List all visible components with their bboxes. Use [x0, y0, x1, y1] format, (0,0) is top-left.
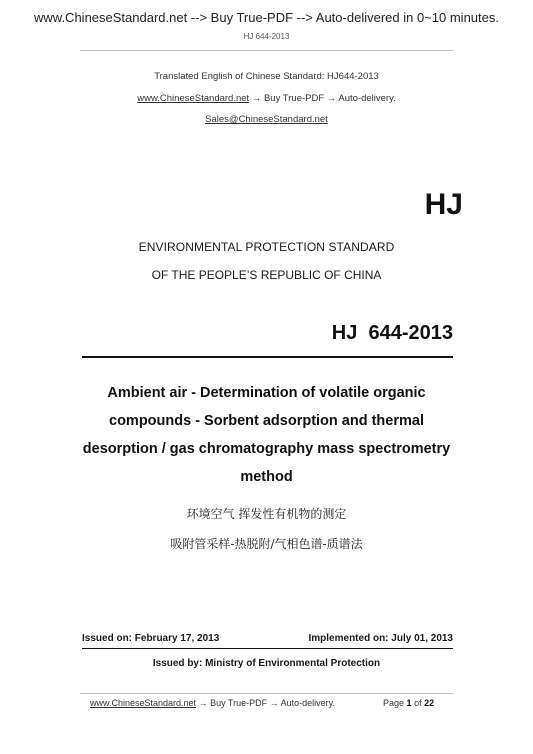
issued-on: Issued on: February 17, 2013: [82, 633, 220, 644]
hj-mark: HJ: [424, 188, 463, 221]
page-number: 1: [406, 698, 412, 708]
chinese-title-line-1: 环境空气 挥发性有机物的测定: [186, 507, 347, 521]
email-line: [0, 114, 533, 125]
footer-site-link[interactable]: www.ChineseStandard.net: [90, 698, 197, 708]
standard-type-line1: ENVIRONMENTAL PROTECTION STANDARD: [138, 240, 395, 254]
chinese-title-line-2: 吸附管采样-热脱附/气相色谱-质谱法: [170, 537, 363, 551]
standard-code: HJ 644-2013: [331, 322, 453, 344]
title-line-2: compounds - Sorbent adsorption and thermal: [109, 413, 424, 429]
title-line-3: desorption / gas chromatography mass spectrometry: [82, 441, 451, 457]
top-banner: www.ChineseStandard.net --> Buy True-PDF --> Auto-delivered in 0~10 minutes.: [34, 10, 499, 25]
header-standard-code: HJ 644-2013: [243, 32, 290, 41]
title-line-1: Ambient air - Determination of volatile organic: [107, 385, 426, 401]
purchase-steps: → Buy True-PDF → Auto-delivery.: [249, 93, 396, 104]
translation-note: Translated English of Chinese Standard: HJ644-2013: [154, 71, 379, 82]
page-total: 22: [424, 698, 435, 708]
title-divider: [82, 356, 453, 358]
footer-purchase-steps: → Buy True-PDF → Auto-delivery.: [196, 698, 335, 708]
issued-by: Issued by: Ministry of Environmental Protection: [152, 658, 381, 669]
title-line-4: method: [240, 469, 293, 485]
footer-divider: [80, 693, 453, 694]
standard-type-line2: OF THE PEOPLE’S REPUBLIC OF CHINA: [151, 268, 382, 282]
page-indicator: [383, 698, 434, 708]
implemented-on: Implemented on: July 01, 2013: [308, 633, 453, 644]
email-link[interactable]: Sales@ChineseStandard.net: [205, 114, 328, 125]
site-link[interactable]: www.ChineseStandard.net: [137, 93, 250, 104]
page-label: Page: [383, 698, 405, 708]
footer-purchase-line: [90, 698, 335, 708]
purchase-line: [0, 93, 533, 104]
header-divider: [80, 50, 453, 51]
of-label: of: [414, 698, 422, 708]
dates-divider: [82, 648, 453, 649]
